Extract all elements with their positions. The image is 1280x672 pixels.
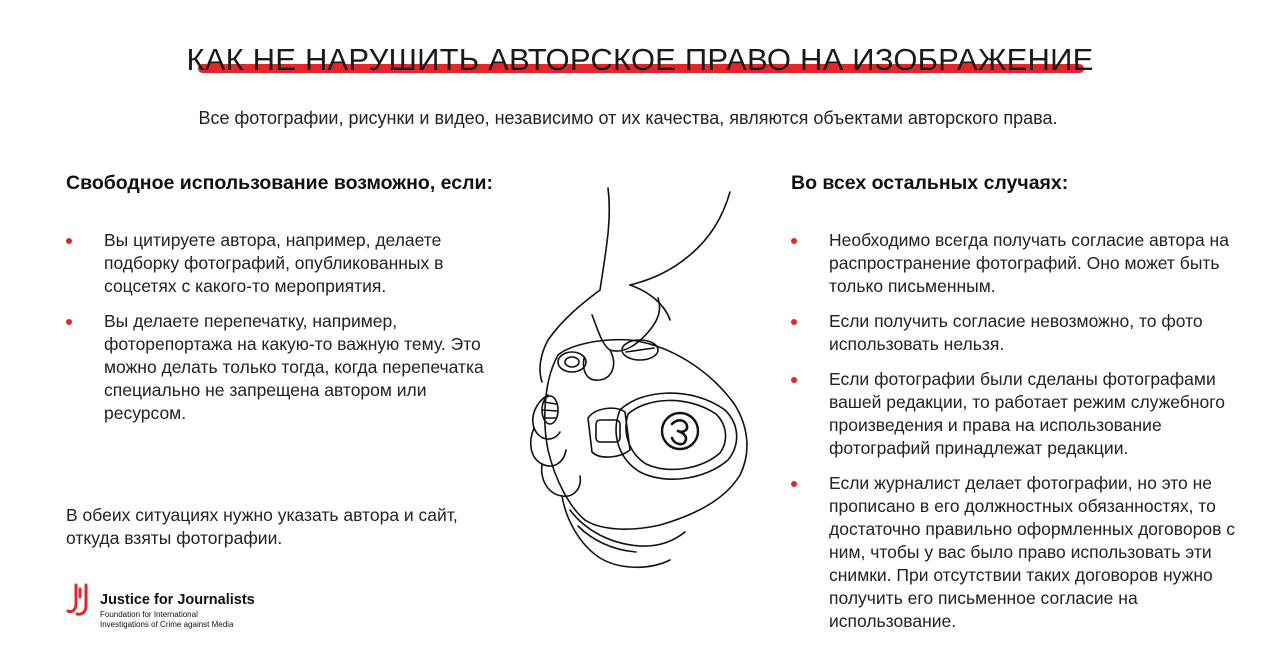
bullet-icon — [791, 238, 797, 244]
list-item: Вы цитируете автора, например, делаете подборку фотографий, опубликованных в соцсетях с какого-то мероприятия. — [66, 229, 496, 298]
hand-holding-camera-icon — [500, 180, 770, 580]
bullet-icon — [66, 319, 72, 325]
right-bullet-list — [791, 229, 1261, 645]
logo-name: Justice for Journalists — [100, 592, 255, 608]
bullet-icon — [791, 377, 797, 383]
bullet-icon — [791, 481, 797, 487]
list-item: Если фотографии были сделаны фотографами вашей редакции, то работает режим служебного произведения и права на использование фотографий принадлежат редакции. — [791, 368, 1261, 460]
logo-subtitle: Foundation for International Investigations of Crime against Media — [100, 610, 234, 629]
right-column-heading: Во всех остальных случаях: — [791, 172, 1069, 194]
jfj-logo-icon — [66, 583, 92, 617]
page-title: КАК НЕ НАРУШИТЬ АВТОРСКОЕ ПРАВО НА ИЗОБРАЖЕНИЕ — [186, 42, 1094, 77]
left-column-heading: Свободное использование возможно, если: — [66, 172, 493, 194]
list-item: Необходимо всегда получать согласие автора на распространение фотографий. Оно может быть только письменным. — [791, 229, 1261, 298]
left-bullet-list — [66, 229, 496, 437]
page-subtitle: Все фотографии, рисунки и видео, независимо от их качества, являются объектами авторского права. — [198, 108, 1058, 128]
bullet-icon — [791, 319, 797, 325]
list-item: Если получить согласие невозможно, то фото использовать нельзя. — [791, 310, 1261, 356]
jfj-logo — [66, 583, 266, 633]
bullet-icon — [66, 238, 72, 244]
list-item: Если журналист делает фотографии, но это не прописано в его должностных обязанностях, то достаточно правильно оформленных договоров с ним, чтобы у вас было право использовать эти снимки. При отсутствии таких договоров нужно получить его письменное согласие на использование. — [791, 472, 1261, 633]
attribution-note: В обеих ситуациях нужно указать автора и сайт, откуда взяты фотографии. — [66, 505, 458, 548]
list-item: Вы делаете перепечатку, например, фоторепортажа на какую-то важную тему. Это можно делать только тогда, когда перепечатка специально не запрещена автором или ресурсом. — [66, 310, 496, 425]
